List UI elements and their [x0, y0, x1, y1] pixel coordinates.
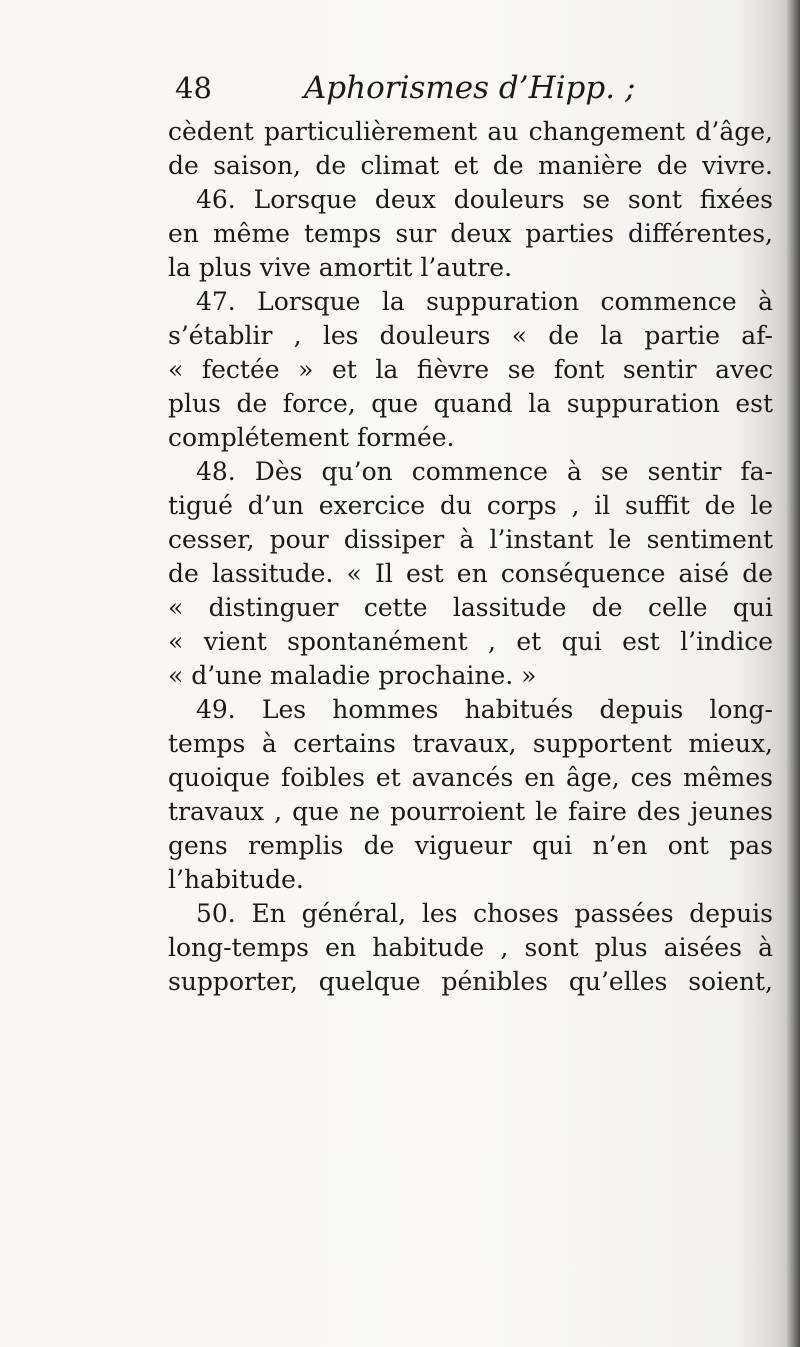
aphorism-47-line: 47. Lorsque la suppuration commence à [196, 287, 773, 316]
page-edge-shadow [786, 0, 800, 1347]
text-line: en même temps sur deux parties différentes, [168, 219, 773, 248]
page-number: 48 [175, 71, 212, 105]
text-line: quoique foibles et avancés en âge, ces mêmes [168, 763, 773, 792]
text-line: « fectée » et la fièvre se font sentir avec [168, 355, 773, 384]
text-line: « vient spontanément , et qui est l’indice [168, 627, 773, 656]
text-line: la plus vive amortit l’autre. [168, 253, 513, 282]
text-line: supporter, quelque pénibles qu’elles soient, [168, 967, 773, 996]
text-line: tigué d’un exercice du corps , il suffit de le [168, 491, 773, 520]
text-line: « distinguer cette lassitude de celle qui [168, 593, 773, 622]
text-line: s’établir , les douleurs « de la partie af- [168, 321, 773, 350]
aphorism-50-line: 50. En général, les choses passées depuis [196, 899, 773, 928]
text-line: complétement formée. [168, 423, 455, 452]
text-line: gens remplis de vigueur qui n’en ont pas [168, 831, 773, 860]
text-line: de lassitude. « Il est en conséquence aisé de [168, 559, 773, 588]
page-header [175, 70, 735, 120]
aphorism-49-line: 49. Les hommes habitués depuis long- [196, 695, 773, 724]
text-line: travaux , que ne pourroient le faire des jeunes [168, 797, 773, 826]
running-title: Aphorismes d’Hipp. ; [303, 70, 636, 106]
text-line: cèdent particulièrement au changement d’âge, [168, 117, 773, 146]
text-line: « d’une maladie prochaine. » [168, 661, 537, 690]
aphorism-46-line: 46. Lorsque deux douleurs se sont fixées [196, 185, 773, 214]
aphorism-48-line: 48. Dès qu’on commence à se sentir fa- [196, 457, 773, 486]
text-line: long-temps en habitude , sont plus aisées à [168, 933, 773, 962]
text-line: cesser, pour dissiper à l’instant le sentiment [168, 525, 773, 554]
text-line: de saison, de climat et de manière de vivre. [168, 151, 773, 180]
text-line: temps à certains travaux, supportent mieux, [168, 729, 773, 758]
text-line: l’habitude. [168, 865, 304, 894]
body-text [168, 115, 773, 999]
text-line: plus de force, que quand la suppuration est [168, 389, 773, 418]
